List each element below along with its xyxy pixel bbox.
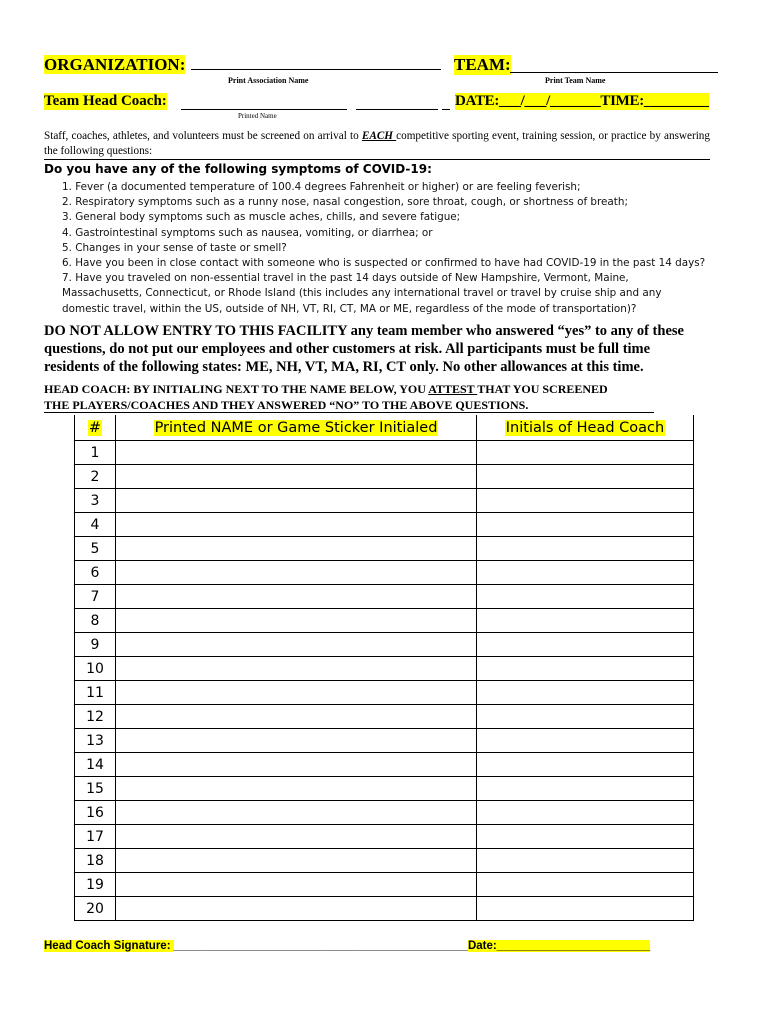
name-cell[interactable] bbox=[116, 561, 477, 585]
table-row bbox=[75, 465, 694, 489]
signature-line[interactable]: ______________________________________________ bbox=[173, 940, 468, 952]
initials-cell[interactable] bbox=[477, 609, 694, 633]
table-row bbox=[75, 441, 694, 465]
initials-cell[interactable] bbox=[477, 897, 694, 921]
warning-line: DO NOT ALLOW ENTRY TO THIS FACILITY any team member who answered “yes” to any of these bbox=[44, 323, 684, 339]
name-cell[interactable] bbox=[116, 465, 477, 489]
name-cell[interactable] bbox=[116, 585, 477, 609]
name-cell[interactable] bbox=[116, 513, 477, 537]
row-number: 13 bbox=[75, 729, 116, 753]
table-row bbox=[75, 729, 694, 753]
row-number: 18 bbox=[75, 849, 116, 873]
initials-cell[interactable] bbox=[477, 441, 694, 465]
col-initials-header bbox=[477, 415, 694, 441]
name-cell[interactable] bbox=[116, 705, 477, 729]
initials-cell[interactable] bbox=[477, 465, 694, 489]
name-cell[interactable] bbox=[116, 681, 477, 705]
intro-emphasis: EACH bbox=[361, 130, 397, 142]
initials-cell[interactable] bbox=[477, 537, 694, 561]
head-coach-name-field[interactable] bbox=[181, 95, 347, 110]
symptom-item: 6. Have you been in close contact with someone who is suspected or confirmed to have had COVID-19 in the past 14 days? bbox=[62, 257, 706, 270]
table-row bbox=[75, 633, 694, 657]
attest-line-1 bbox=[44, 382, 744, 398]
row-number: 5 bbox=[75, 537, 116, 561]
initials-cell[interactable] bbox=[477, 513, 694, 537]
warning-line: residents of the following states: ME, NH, VT, MA, RI, CT only. No other allowances at this time. bbox=[44, 359, 644, 375]
table-row bbox=[75, 801, 694, 825]
col-num-label: # bbox=[88, 419, 102, 436]
team-field[interactable] bbox=[510, 58, 718, 73]
table-row bbox=[75, 537, 694, 561]
name-cell[interactable] bbox=[116, 537, 477, 561]
row-number: 11 bbox=[75, 681, 116, 705]
signature-label: Head Coach Signature: bbox=[44, 940, 174, 952]
table-row bbox=[75, 897, 694, 921]
table-row bbox=[75, 753, 694, 777]
roster-table bbox=[74, 415, 694, 921]
name-cell[interactable] bbox=[116, 729, 477, 753]
attest-block bbox=[44, 382, 744, 413]
name-cell[interactable] bbox=[116, 897, 477, 921]
print-association-name: Print Association Name bbox=[228, 76, 309, 85]
name-cell[interactable] bbox=[116, 777, 477, 801]
table-row bbox=[75, 873, 694, 897]
row-number: 8 bbox=[75, 609, 116, 633]
organization-label: ORGANIZATION: bbox=[44, 55, 186, 74]
table-row bbox=[75, 585, 694, 609]
row-number: 17 bbox=[75, 825, 116, 849]
attest-underline bbox=[44, 412, 654, 413]
col-num-header bbox=[75, 415, 116, 441]
symptom-item: 2. Respiratory symptoms such as a runny nose, nasal congestion, sore throat, cough, or shortness of breath; bbox=[62, 196, 628, 209]
row-number: 3 bbox=[75, 489, 116, 513]
row-number: 4 bbox=[75, 513, 116, 537]
name-cell[interactable] bbox=[116, 633, 477, 657]
initials-cell[interactable] bbox=[477, 825, 694, 849]
col-name-header bbox=[116, 415, 477, 441]
name-cell[interactable] bbox=[116, 873, 477, 897]
table-row bbox=[75, 609, 694, 633]
warning-block bbox=[44, 322, 744, 376]
intro-paragraph bbox=[44, 129, 710, 158]
name-cell[interactable] bbox=[116, 489, 477, 513]
symptom-item: domestic travel, within the US, outside of NH, VT, RI, CT, MA or ME, regardless of the mode of transportation)? bbox=[62, 302, 637, 315]
name-cell[interactable] bbox=[116, 441, 477, 465]
name-cell[interactable] bbox=[116, 825, 477, 849]
date-time-label[interactable]: DATE:___/___/_______TIME:_________ bbox=[455, 93, 709, 109]
initials-cell[interactable] bbox=[477, 777, 694, 801]
row-number: 12 bbox=[75, 705, 116, 729]
name-cell[interactable] bbox=[116, 849, 477, 873]
initials-cell[interactable] bbox=[477, 585, 694, 609]
name-cell[interactable] bbox=[116, 657, 477, 681]
initials-cell[interactable] bbox=[477, 657, 694, 681]
initials-cell[interactable] bbox=[477, 561, 694, 585]
row-number: 2 bbox=[75, 465, 116, 489]
intro-text-after: competitive sporting event, training session, or practice by answering the following questions: bbox=[44, 130, 710, 157]
name-cell[interactable] bbox=[116, 753, 477, 777]
name-cell[interactable] bbox=[116, 801, 477, 825]
initials-cell[interactable] bbox=[477, 705, 694, 729]
table-row bbox=[75, 681, 694, 705]
row-number: 16 bbox=[75, 801, 116, 825]
print-team-name: Print Team Name bbox=[545, 76, 606, 85]
table-row bbox=[75, 849, 694, 873]
row-number: 10 bbox=[75, 657, 116, 681]
initials-cell[interactable] bbox=[477, 729, 694, 753]
attest-emphasis: ATTEST bbox=[428, 382, 478, 396]
row-number: 1 bbox=[75, 441, 116, 465]
initials-cell[interactable] bbox=[477, 681, 694, 705]
table-row bbox=[75, 777, 694, 801]
row-number: 6 bbox=[75, 561, 116, 585]
symptoms-list bbox=[62, 180, 742, 317]
symptom-item: 1. Fever (a documented temperature of 100.4 degrees Fahrenheit or higher) or are feeling feverish; bbox=[62, 181, 581, 193]
organization-row bbox=[44, 55, 441, 75]
initials-cell[interactable] bbox=[477, 489, 694, 513]
divider bbox=[44, 159, 710, 160]
head-coach-label: Team Head Coach: bbox=[44, 93, 167, 109]
symptoms-heading: Do you have any of the following symptoms of COVID-19: bbox=[44, 162, 432, 176]
symptom-item: 7. Have you traveled on non-essential travel in the past 14 days outside of New Hampshire, Vermont, Maine, bbox=[62, 272, 629, 285]
row-number: 14 bbox=[75, 753, 116, 777]
row-number: 19 bbox=[75, 873, 116, 897]
symptom-item: Massachusetts, Connecticut, or Rhode Island (this includes any international travel or travel by cruise ship and any bbox=[62, 287, 662, 300]
intro-text-before: Staff, coaches, athletes, and volunteers must be screened on arrival to bbox=[44, 130, 362, 142]
table-row bbox=[75, 705, 694, 729]
initials-cell[interactable] bbox=[477, 801, 694, 825]
initials-cell[interactable] bbox=[477, 753, 694, 777]
col-initials-label: Initials of Head Coach bbox=[505, 419, 665, 436]
organization-field[interactable] bbox=[191, 55, 441, 70]
head-coach-extra-field[interactable] bbox=[356, 95, 438, 110]
footer-date-label: Date: bbox=[467, 940, 497, 952]
initials-cell[interactable] bbox=[477, 849, 694, 873]
team-label: TEAM: bbox=[454, 55, 511, 74]
symptom-item: 4. Gastrointestinal symptoms such as nausea, vomiting, or diarrhea; or bbox=[62, 226, 433, 239]
symptom-item: 3. General body symptoms such as muscle aches, chills, and severe fatigue; bbox=[62, 211, 461, 224]
row-number: 20 bbox=[75, 897, 116, 921]
name-cell[interactable] bbox=[116, 609, 477, 633]
col-name-label: Printed NAME or Game Sticker Initialed bbox=[154, 419, 438, 436]
table-row bbox=[75, 657, 694, 681]
printed-name-caption: Printed Name bbox=[238, 112, 277, 120]
row-number: 7 bbox=[75, 585, 116, 609]
row-number: 15 bbox=[75, 777, 116, 801]
initials-cell[interactable] bbox=[477, 873, 694, 897]
attest-text-after: THAT YOU SCREENED bbox=[477, 382, 608, 396]
table-row bbox=[75, 825, 694, 849]
initials-cell[interactable] bbox=[477, 633, 694, 657]
warning-line: questions, do not put our employees and other customers at risk. All participants must be full time bbox=[44, 341, 651, 357]
symptom-item: 5. Changes in your sense of taste or smell? bbox=[62, 241, 287, 254]
head-coach-separator bbox=[442, 95, 450, 110]
table-header-row bbox=[75, 415, 694, 441]
table-row bbox=[75, 489, 694, 513]
row-number: 9 bbox=[75, 633, 116, 657]
attest-line-2: THE PLAYERS/COACHES AND THEY ANSWERED “NO” TO THE ABOVE QUESTIONS. bbox=[44, 397, 529, 412]
footer-row bbox=[44, 940, 650, 952]
footer-date-line[interactable]: ________________________ bbox=[496, 940, 651, 952]
table-row bbox=[75, 561, 694, 585]
attest-text: HEAD COACH: BY INITIALING NEXT TO THE NAME BELOW, YOU bbox=[44, 382, 429, 396]
table-row bbox=[75, 513, 694, 537]
